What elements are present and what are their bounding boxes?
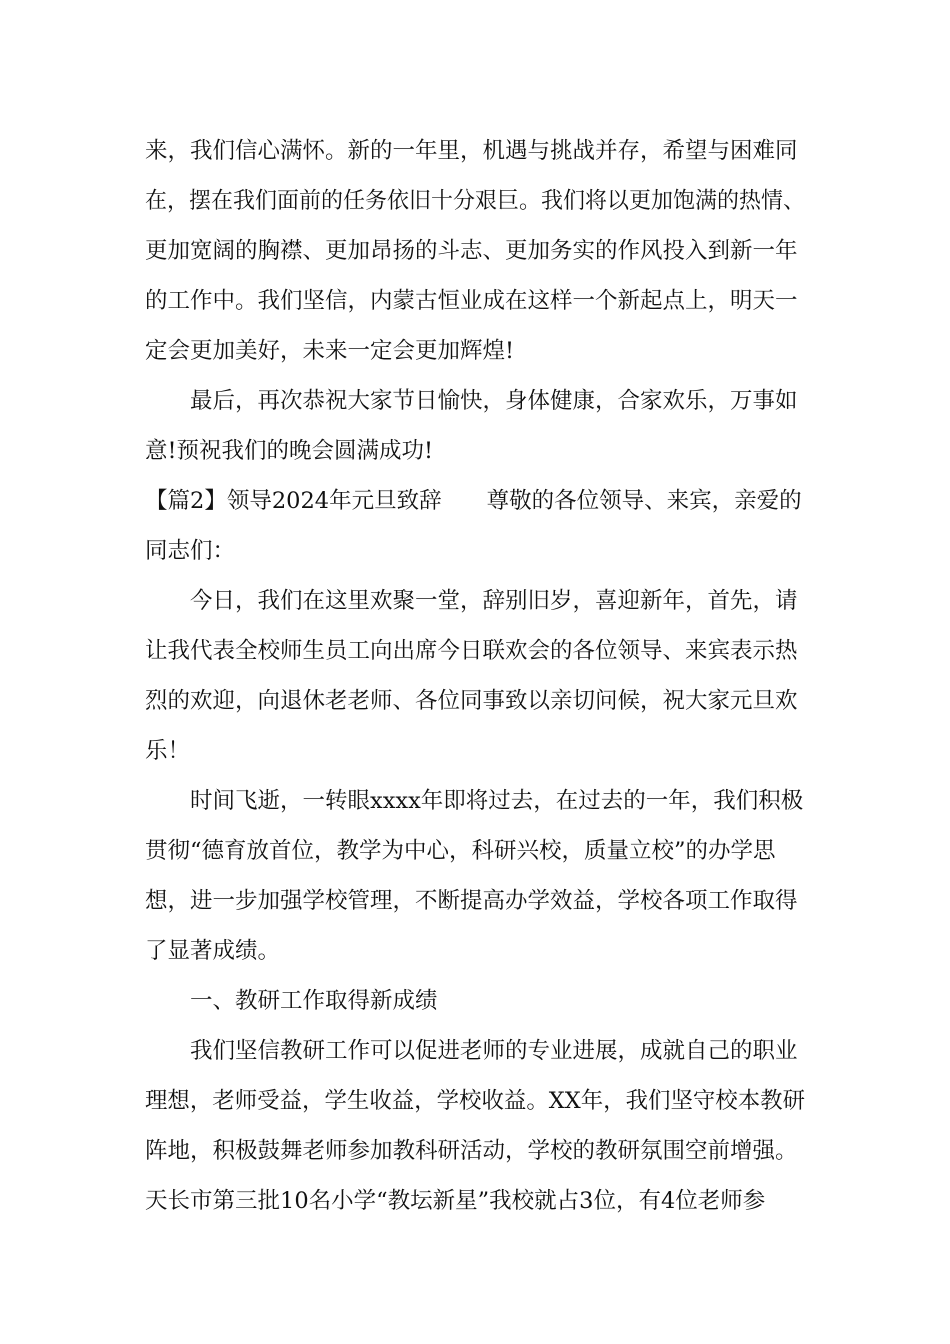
text-line: 我们坚信教研工作可以促进老师的专业进展，成就自己的职业 [145,1038,798,1064]
text-line: 在，摆在我们面前的任务依旧十分艰巨。我们将以更加饱满的热情、 [145,188,806,214]
text-line: 最后，再次恭祝大家节日愉快，身体健康，合家欢乐，万事如 [145,388,798,414]
text-line: 时间飞逝，一转眼xxxx年即将过去，在过去的一年，我们积极 [145,788,804,814]
text-line: 烈的欢迎，向退休老老师、各位同事致以亲切问候，祝大家元旦欢 [145,688,798,714]
text-line: 想，进一步加强学校管理，不断提高办学效益，学校各项工作取得 [145,888,798,914]
text-line: 今日，我们在这里欢聚一堂，辞别旧岁，喜迎新年，首先，请 [145,588,798,614]
text-line: 了显著成绩。 [145,938,281,964]
section-heading-line: 【篇2】领导2024年元旦致辞 尊敬的各位领导、来宾，亲爱的 [145,488,802,514]
text-line: 贯彻“德育放首位，教学为中心，科研兴校，质量立校”的办学思 [145,838,776,864]
text-line: 来，我们信心满怀。新的一年里，机遇与挑战并存，希望与困难同 [145,138,798,164]
text-line: 的工作中。我们坚信，内蒙古恒业成在这样一个新起点上，明天一 [145,288,798,314]
text-line: 更加宽阔的胸襟、更加昂扬的斗志、更加务实的作风投入到新一年 [145,238,798,264]
text-line: 阵地，积极鼓舞老师参加教科研活动，学校的教研氛围空前增强。 [145,1138,798,1164]
text-line: 乐！ [145,738,191,764]
text-line: 定会更加美好，未来一定会更加辉煌! [145,338,515,364]
text-line: 同志们： [145,538,236,564]
text-line: 让我代表全校师生员工向出席今日联欢会的各位领导、来宾表示热 [145,638,798,664]
text-line: 理想，老师受益，学生收益，学校收益。XX年，我们坚守校本教研 [145,1088,806,1114]
subheading-line: 一、教研工作取得新成绩 [145,988,438,1014]
text-line: 天长市第三批10名小学“教坛新星”我校就占3位，有4位老师参 [145,1188,766,1214]
text-line: 意!预祝我们的晚会圆满成功! [145,438,434,464]
